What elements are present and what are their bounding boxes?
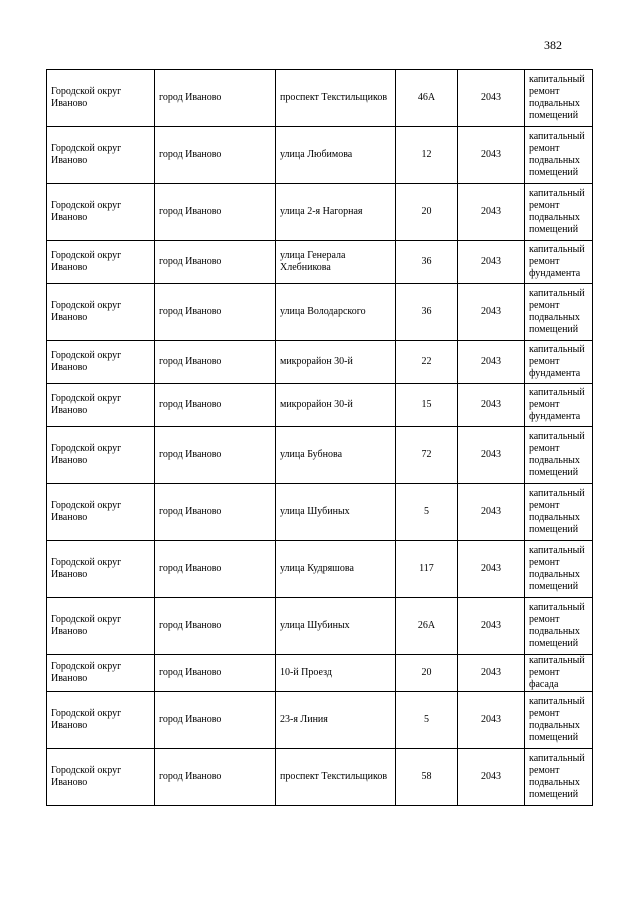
district-cell: Городской округ Иваново: [47, 127, 155, 184]
work-type-cell: капитальный ремонт подвальных помещений: [525, 541, 593, 598]
house-cell: 36: [396, 241, 458, 284]
work-type-cell: капитальный ремонт подвальных помещений: [525, 184, 593, 241]
house-cell: 36: [396, 284, 458, 341]
street-cell: проспект Текстильщиков: [276, 70, 396, 127]
repair-schedule-table: [46, 69, 593, 806]
street-cell: проспект Текстильщиков: [276, 749, 396, 806]
work-type-cell: капитальный ремонт подвальных помещений: [525, 484, 593, 541]
district-cell: Городской округ Иваново: [47, 341, 155, 384]
house-cell: 26А: [396, 598, 458, 655]
year-cell: 2043: [458, 284, 525, 341]
table-row: [47, 241, 593, 284]
street-cell: 10-й Проезд: [276, 655, 396, 692]
city-cell: город Иваново: [155, 655, 276, 692]
table-row: [47, 127, 593, 184]
district-cell: Городской округ Иваново: [47, 484, 155, 541]
district-cell: Городской округ Иваново: [47, 598, 155, 655]
year-cell: 2043: [458, 692, 525, 749]
year-cell: 2043: [458, 241, 525, 284]
page-number: 382: [544, 38, 562, 52]
work-type-cell: капитальный ремонт подвальных помещений: [525, 284, 593, 341]
house-cell: 20: [396, 184, 458, 241]
street-cell: улица Любимова: [276, 127, 396, 184]
district-cell: Городской округ Иваново: [47, 184, 155, 241]
work-type-cell: капитальный ремонт подвальных помещений: [525, 427, 593, 484]
table-row: [47, 655, 593, 692]
city-cell: город Иваново: [155, 384, 276, 427]
table-row: [47, 749, 593, 806]
street-cell: улица Володарского: [276, 284, 396, 341]
year-cell: 2043: [458, 127, 525, 184]
house-cell: 5: [396, 484, 458, 541]
work-type-cell: капитальный ремонт подвальных помещений: [525, 127, 593, 184]
street-cell: улица 2-я Нагорная: [276, 184, 396, 241]
city-cell: город Иваново: [155, 541, 276, 598]
district-cell: Городской округ Иваново: [47, 655, 155, 692]
district-cell: Городской округ Иваново: [47, 541, 155, 598]
year-cell: 2043: [458, 184, 525, 241]
table-row: [47, 341, 593, 384]
work-type-cell: капитальный ремонт подвальных помещений: [525, 598, 593, 655]
district-cell: Городской округ Иваново: [47, 241, 155, 284]
year-cell: 2043: [458, 384, 525, 427]
work-type-cell: капитальный ремонт подвальных помещений: [525, 692, 593, 749]
work-type-cell: капитальный ремонт фундамента: [525, 241, 593, 284]
work-type-cell: капитальный ремонт фасада: [525, 655, 593, 692]
table-row: [47, 184, 593, 241]
work-type-cell: капитальный ремонт фундамента: [525, 341, 593, 384]
house-cell: 12: [396, 127, 458, 184]
year-cell: 2043: [458, 484, 525, 541]
city-cell: город Иваново: [155, 749, 276, 806]
year-cell: 2043: [458, 427, 525, 484]
work-type-cell: капитальный ремонт подвальных помещений: [525, 70, 593, 127]
work-type-cell: капитальный ремонт подвальных помещений: [525, 749, 593, 806]
house-cell: 5: [396, 692, 458, 749]
table-row: [47, 484, 593, 541]
work-type-cell: капитальный ремонт фундамента: [525, 384, 593, 427]
year-cell: 2043: [458, 70, 525, 127]
table-row: [47, 384, 593, 427]
street-cell: улица Кудряшова: [276, 541, 396, 598]
house-cell: 20: [396, 655, 458, 692]
house-cell: 22: [396, 341, 458, 384]
house-cell: 117: [396, 541, 458, 598]
city-cell: город Иваново: [155, 427, 276, 484]
street-cell: улица Бубнова: [276, 427, 396, 484]
district-cell: Городской округ Иваново: [47, 384, 155, 427]
house-cell: 46А: [396, 70, 458, 127]
table-row: [47, 692, 593, 749]
street-cell: микрорайон 30-й: [276, 341, 396, 384]
city-cell: город Иваново: [155, 127, 276, 184]
district-cell: Городской округ Иваново: [47, 749, 155, 806]
city-cell: город Иваново: [155, 241, 276, 284]
street-cell: 23-я Линия: [276, 692, 396, 749]
house-cell: 72: [396, 427, 458, 484]
street-cell: микрорайон 30-й: [276, 384, 396, 427]
city-cell: город Иваново: [155, 184, 276, 241]
district-cell: Городской округ Иваново: [47, 284, 155, 341]
table-row: [47, 427, 593, 484]
house-cell: 58: [396, 749, 458, 806]
city-cell: город Иваново: [155, 341, 276, 384]
table-row: [47, 284, 593, 341]
year-cell: 2043: [458, 749, 525, 806]
district-cell: Городской округ Иваново: [47, 70, 155, 127]
city-cell: город Иваново: [155, 692, 276, 749]
table-row: [47, 541, 593, 598]
street-cell: улица Шубиных: [276, 484, 396, 541]
year-cell: 2043: [458, 541, 525, 598]
district-cell: Городской округ Иваново: [47, 427, 155, 484]
table-row: [47, 598, 593, 655]
street-cell: улица Шубиных: [276, 598, 396, 655]
city-cell: город Иваново: [155, 484, 276, 541]
year-cell: 2043: [458, 341, 525, 384]
house-cell: 15: [396, 384, 458, 427]
city-cell: город Иваново: [155, 598, 276, 655]
street-cell: улица Генерала Хлебникова: [276, 241, 396, 284]
district-cell: Городской округ Иваново: [47, 692, 155, 749]
year-cell: 2043: [458, 598, 525, 655]
table-row: [47, 70, 593, 127]
city-cell: город Иваново: [155, 284, 276, 341]
city-cell: город Иваново: [155, 70, 276, 127]
year-cell: 2043: [458, 655, 525, 692]
